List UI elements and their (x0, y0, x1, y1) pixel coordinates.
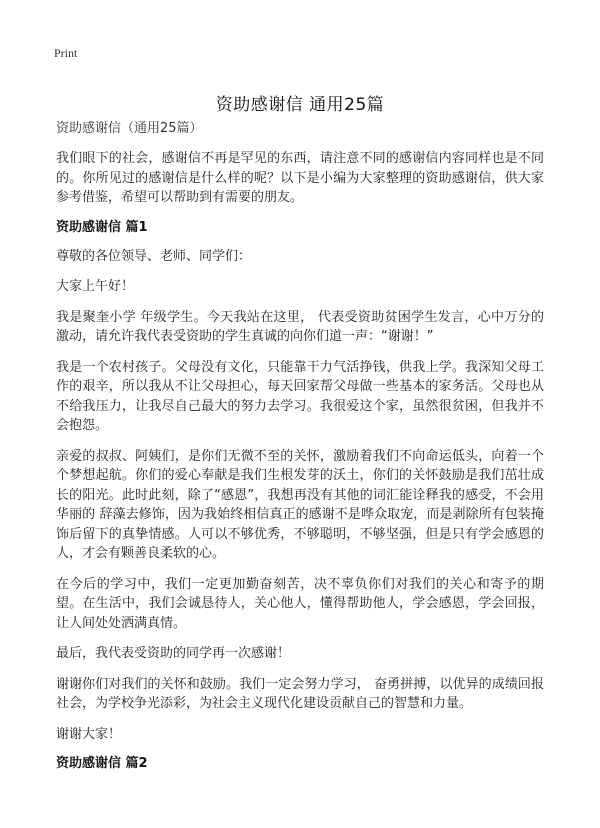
paragraph: 亲爱的叔叔、阿姨们，是你们无微不至的关怀，激励着我们不向命运低头，向着一个个梦想起航。你们的爱心奉献是我们生根发芽的沃土，你们的关怀鼓励是我们茁壮成长的阳光。此时此刻，除了“感恩”，我想再没有其他的词汇能诠释我的感受，不会用华丽的 辞藻去修饰，因为我始终相信真正的感谢不是哗众取宠，而是剥除所有包装掩饰后留下的真挚情感。人可以不够优秀，不够聪明，不够坚强，但是只有学会感恩的人，才会有颗善良柔软的心。 (56, 448, 544, 561)
section-heading-1: 资助感谢信 篇1 (56, 219, 148, 235)
paragraph: 我是一个农村孩子。父母没有文化，只能靠干力气活挣钱，供我上学。我深知父母工作的艰辛，所以我从不让父母担心，每天回家帮父母做一些基本的家务活。父母也从不给我压力，让我尽自己最大的努力去学习。我很爱这个家，虽然很贫困，但我并不会抱怨。 (56, 359, 544, 433)
greeting: 大家上午好！ (56, 279, 135, 294)
section-heading-2: 资助感谢信 篇2 (56, 756, 148, 771)
paragraph: 最后，我代表受资助的同学再一次感谢！ (56, 646, 291, 661)
salutation: 尊敬的各位领导、老师、同学们： (56, 248, 252, 264)
print-link[interactable]: Print (54, 46, 78, 60)
closing: 谢谢大家！ (56, 726, 122, 742)
paragraph: 谢谢你们对我们的关怀和鼓励。我们一定会努力学习， 奋勇拼搏，以优异的成绩回报社会，为学校争光添彩，为社会主义现代化建设贡献自己的智慧和力量。 (56, 676, 544, 711)
paragraph: 在今后的学习中，我们一定更加勤奋刻苦，决不辜负你们对我们的关心和寄予的期望。在生活中，我们会诚恳待人，关心他人，懂得帮助他人，学会感恩，学会回报，让人间处处洒满真情。 (56, 576, 544, 631)
document-subtitle: 资助感谢信（通用25篇） (56, 121, 203, 136)
intro-paragraph: 我们眼下的社会，感谢信不再是罕见的东西，请注意不同的感谢信内容同样也是不同的。你所见过的感谢信是什么样的呢？以下是小编为大家整理的资助感谢信，供大家参考借鉴，希望可以帮助到有需要的朋友。 (56, 151, 544, 205)
document-body (56, 120, 544, 783)
paragraph: 我是聚奎小学 年级学生。今天我站在这里， 代表受资助贫困学生发言，心中万分的激动，请允许我代表受资助的学生真诚的向你们道一声：“谢谢！” (56, 309, 544, 344)
page-title: 资助感谢信 通用25篇 (215, 95, 385, 116)
